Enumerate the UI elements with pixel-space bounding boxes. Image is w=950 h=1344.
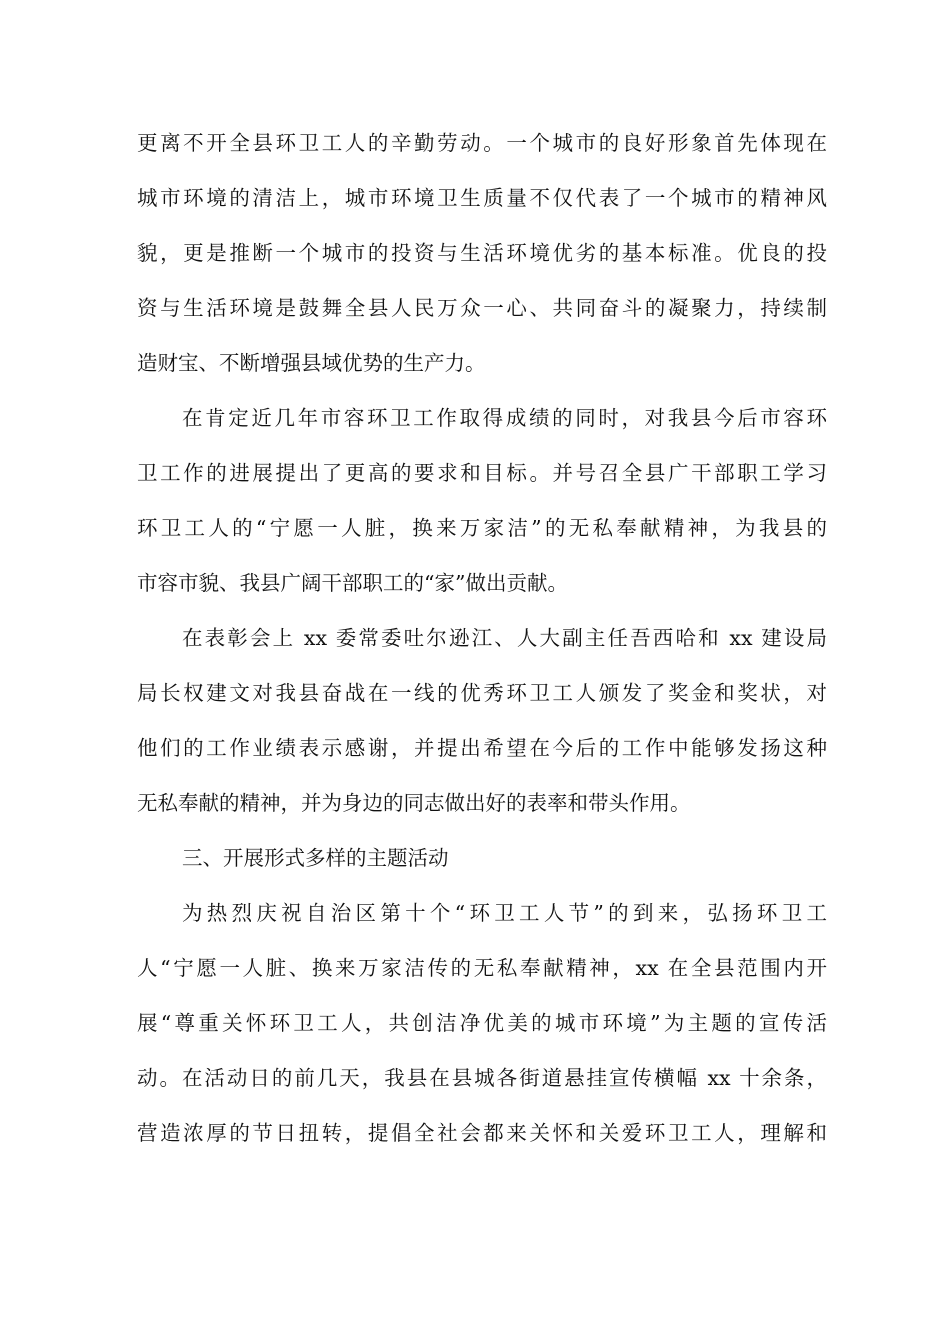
text-line: 局长权建文对我县奋战在一线的优秀环卫工人颁发了奖金和奖状，对 <box>137 681 827 705</box>
paragraph-first-line: 为热烈庆祝自治区第十个“环卫工人节”的到来，弘扬环卫工 <box>182 901 827 925</box>
text-line: 更离不开全县环卫工人的辛勤劳动。一个城市的良好形象首先体现在 <box>137 131 827 155</box>
text-line: 卫工作的进展提出了更高的要求和目标。并号召全县广干部职工学习 <box>137 461 827 485</box>
section-heading: 三、开展形式多样的主题活动 <box>182 846 449 870</box>
text-line: 动。在活动日的前几天，我县在县城各街道悬挂宣传横幅 xx 十余条， <box>137 1066 827 1090</box>
text-line: 无私奉献的精神，并为身边的同志做出好的表率和带头作用。 <box>137 791 691 815</box>
text-line: 市容市貌、我县广阔干部职工的“家”做出贡献。 <box>137 571 568 595</box>
paragraph-first-line: 在肯定近几年市容环卫工作取得成绩的同时，对我县今后市容环 <box>182 406 827 430</box>
text-line: 营造浓厚的节日扭转，提倡全社会都来关怀和关爱环卫工人，理解和 <box>137 1121 827 1145</box>
text-line: 他们的工作业绩表示感谢，并提出希望在今后的工作中能够发扬这种 <box>137 736 827 760</box>
text-line: 城市环境的清洁上，城市环境卫生质量不仅代表了一个城市的精神风 <box>137 186 827 210</box>
text-line: 展“尊重关怀环卫工人，共创洁净优美的城市环境”为主题的宣传活 <box>137 1011 827 1035</box>
text-line: 人“宁愿一人脏、换来万家洁传的无私奉献精神，xx 在全县范围内开 <box>137 956 827 980</box>
paragraph-first-line: 在表彰会上 xx 委常委吐尔逊江、人大副主任吾西哈和 xx 建设局 <box>182 626 827 650</box>
text-line: 造财宝、不断增强县域优势的生产力。 <box>137 351 486 375</box>
text-line: 环卫工人的“宁愿一人脏，换来万家洁”的无私奉献精神，为我县的 <box>137 516 827 540</box>
text-line: 资与生活环境是鼓舞全县人民万众一心、共同奋斗的凝聚力，持续制 <box>137 296 827 320</box>
text-line: 貌，更是推断一个城市的投资与生活环境优劣的基本标准。优良的投 <box>137 241 827 265</box>
